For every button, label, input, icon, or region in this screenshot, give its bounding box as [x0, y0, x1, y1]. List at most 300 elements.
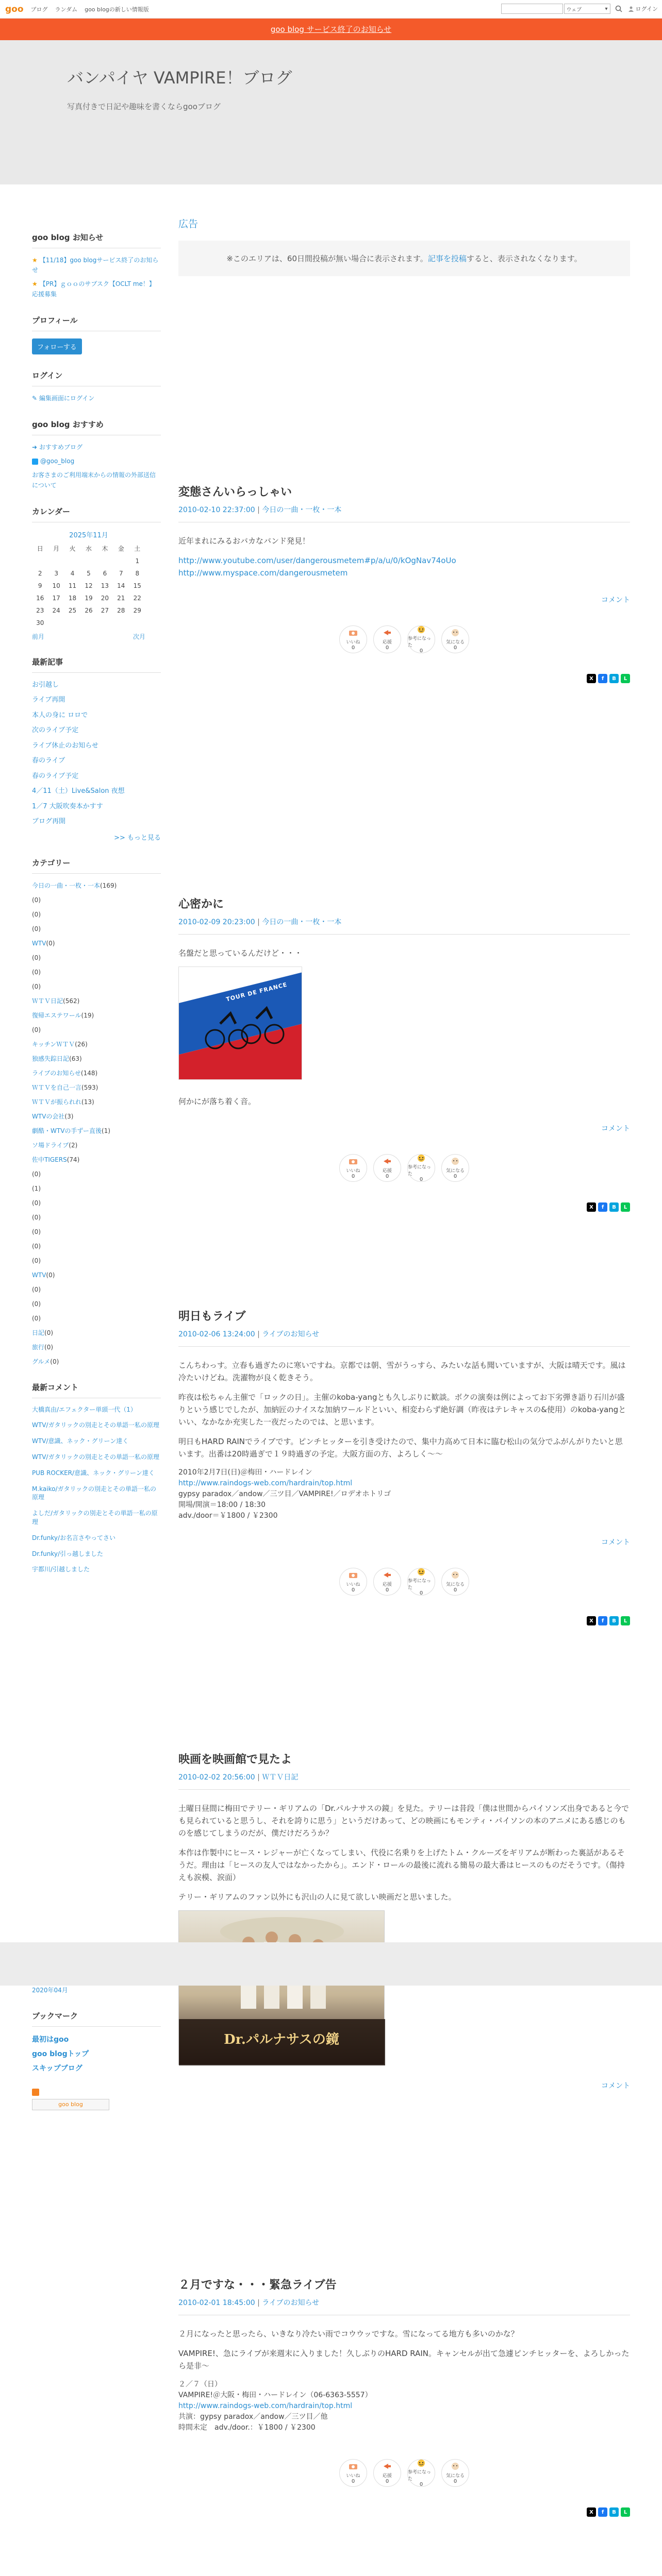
calendar-day[interactable]: 22 — [133, 594, 141, 602]
category-count: (19) — [81, 1011, 94, 1019]
calendar-day[interactable]: 27 — [101, 606, 109, 614]
calendar-day — [113, 617, 129, 629]
category-count: (0) — [32, 896, 41, 904]
facebook-share-icon[interactable]: f — [598, 2507, 607, 2517]
calendar-week — [32, 580, 145, 592]
reaction-button[interactable] — [407, 625, 435, 653]
rss-icon[interactable] — [32, 2089, 39, 2096]
category-count: (74) — [67, 1156, 80, 1163]
recent-article-link[interactable]: 春のライブ — [32, 757, 65, 765]
calendar-day[interactable]: 13 — [101, 582, 109, 589]
x-share-icon[interactable]: X — [587, 2507, 596, 2517]
meta-separator: | — [255, 506, 262, 514]
comment-item[interactable] — [32, 1550, 161, 1558]
reaction-count: 0 — [385, 2479, 389, 2484]
line-share-icon[interactable]: L — [621, 2507, 630, 2517]
edit-login-label: 編集画面にログイン — [39, 394, 95, 402]
comment-article: /意識、ネック・グリーン達く — [72, 1469, 155, 1477]
calendar-day[interactable]: 8 — [135, 569, 140, 577]
calendar-day[interactable]: 2 — [38, 569, 42, 577]
event-detail-line: adv./door＝￥1800 / ￥2300 — [178, 1512, 278, 1520]
meta-separator: | — [255, 918, 262, 926]
helpful-icon — [415, 625, 427, 634]
calendar-day[interactable]: 5 — [87, 569, 91, 577]
chevron-down-icon: ▾ — [605, 6, 608, 12]
comment-item[interactable] — [32, 1485, 161, 1502]
reaction-label: 参考になった — [408, 1578, 432, 1590]
recent-article-link[interactable]: 春のライブ予定 — [32, 772, 79, 780]
comment-article: /ガタリックの別走とその単語一私の原理 — [32, 1485, 157, 1501]
category-item[interactable] — [32, 1270, 161, 1280]
calendar-day[interactable]: 4 — [70, 569, 75, 577]
category-name: ＷＴＶ日記 — [32, 997, 63, 1005]
comment-link[interactable]: コメント — [601, 1125, 630, 1133]
service-end-notice — [0, 19, 662, 40]
entry-category[interactable]: ライブのお知らせ — [262, 1330, 320, 1338]
category-item[interactable] — [32, 1343, 161, 1352]
comments-block — [32, 1382, 161, 1574]
comment-article: /ガタリックの別走とその単語一私の原理 — [32, 1510, 158, 1526]
search-select[interactable] — [564, 4, 610, 14]
comment-link[interactable]: コメント — [601, 1538, 630, 1547]
entry-paragraph: 昨夜は松ちゃん主催で「ロックの日」。主催のkoba-yangとも久しぶりに歓談。ボクの演奏は例によってお下劣弾き語り石川が盛りという感じでしたが、加納匠のナイスな加納ワールドといい、相変わらず絶好調（昨夜はテレキャスの&使用）のkoba-yangといい、なかなか充実した一夜だったのでは、と思います。 — [178, 1393, 626, 1427]
entry-title[interactable]: 明日もライブ — [178, 1310, 246, 1323]
entry-body — [178, 1359, 630, 1521]
category-item[interactable] — [32, 1357, 161, 1366]
reaction-count: 0 — [351, 2479, 355, 2484]
bookmark-block — [32, 2010, 161, 2110]
category-item[interactable] — [32, 1025, 161, 1035]
category-name: WTV — [32, 1271, 46, 1279]
reaction-button[interactable] — [339, 1568, 367, 1596]
recent-article-link[interactable]: ライブ再開 — [32, 696, 65, 704]
calendar-day[interactable]: 12 — [85, 582, 93, 589]
reaction-count: 0 — [385, 645, 389, 651]
entry-category[interactable]: 今日の一曲・一枚・一本 — [262, 506, 342, 514]
category-item[interactable] — [32, 910, 161, 919]
movie-poster-image[interactable] — [178, 1910, 385, 2065]
category-count: (562) — [63, 997, 80, 1005]
calendar-day — [64, 555, 80, 567]
category-item[interactable] — [32, 1141, 161, 1150]
calendar-day — [97, 555, 113, 567]
comment-item[interactable] — [32, 1509, 161, 1527]
goo-blog-badge[interactable]: goo blog — [32, 2099, 109, 2110]
category-count: (0) — [32, 982, 41, 990]
entry-date[interactable]: 2010-02-02 20:56:00 — [178, 1773, 255, 1782]
event-detail-line: ２／７（日） — [178, 2380, 222, 2388]
service-end-link[interactable]: goo blog サービス終了のお知らせ — [270, 25, 392, 34]
comment-author: Dr.funky — [32, 1550, 58, 1557]
search-button[interactable] — [613, 4, 625, 14]
category-count: (1) — [102, 1127, 111, 1134]
reaction-button[interactable] — [407, 2459, 435, 2487]
event-detail-line: 時間未定 adv./door.：￥1800 / ￥2300 — [178, 2424, 316, 2432]
calendar-day[interactable]: 29 — [133, 606, 141, 614]
x-share-icon[interactable]: X — [587, 1616, 596, 1625]
calendar-day[interactable]: 15 — [133, 582, 141, 589]
calendar-day[interactable]: 9 — [38, 582, 42, 589]
entry-meta — [178, 1772, 630, 1790]
overlay-bar — [0, 1942, 662, 1986]
entry-body — [178, 2328, 630, 2433]
event-link[interactable]: http://www.raindogs-web.com/hardrain/top.html — [178, 2402, 353, 2410]
calendar-day[interactable]: 11 — [68, 582, 77, 589]
reaction-button[interactable] — [441, 1154, 469, 1182]
facebook-share-icon[interactable]: f — [598, 674, 607, 683]
category-count: (3) — [64, 1112, 74, 1120]
category-name: キッチンＷＴＶ — [32, 1040, 75, 1048]
category-item[interactable] — [32, 1227, 161, 1236]
comment-article: /意識、ネック・グリーン達く — [46, 1437, 129, 1445]
curious-icon — [449, 2462, 461, 2471]
nav-new-info[interactable]: goo blogの新しい情報版 — [85, 6, 149, 13]
top-bar — [0, 0, 662, 19]
main-column — [178, 216, 630, 307]
category-block — [32, 857, 161, 1366]
meta-separator: | — [255, 1330, 262, 1338]
reaction-button[interactable] — [339, 625, 367, 653]
calendar-day[interactable]: 24 — [52, 606, 60, 614]
comment-author: WTV — [32, 1453, 46, 1461]
calendar-day[interactable]: 1 — [135, 557, 140, 565]
entry-category[interactable]: ＷＴＶ日記 — [262, 1773, 299, 1782]
category-item[interactable] — [32, 968, 161, 977]
category-item[interactable] — [32, 1184, 161, 1193]
hatena-share-icon[interactable]: B — [609, 2507, 619, 2517]
calendar-day[interactable]: 10 — [52, 582, 60, 589]
category-count: (1) — [32, 1184, 41, 1192]
bookmark-item[interactable]: スキップブログ — [32, 2064, 82, 2073]
calendar-day[interactable]: 14 — [117, 582, 125, 589]
calendar-day[interactable]: 23 — [36, 606, 44, 614]
calendar-day — [97, 617, 113, 629]
category-item[interactable] — [32, 1213, 161, 1222]
category-item[interactable] — [32, 1069, 161, 1078]
calendar-day[interactable]: 26 — [85, 606, 93, 614]
follow-button[interactable]: フォローする — [32, 338, 82, 354]
line-share-icon[interactable]: L — [621, 1616, 630, 1625]
category-item[interactable] — [32, 1328, 161, 1337]
reaction-button[interactable] — [407, 1154, 435, 1182]
nav-random[interactable]: ランダム — [55, 6, 78, 13]
entry-category[interactable]: ライブのお知らせ — [262, 2299, 320, 2307]
album-cover-image[interactable] — [178, 967, 302, 1080]
reaction-count: 0 — [453, 2479, 457, 2484]
reaction-count: 0 — [453, 645, 457, 651]
bookmark-heading: ブックマーク — [32, 2010, 161, 2027]
bookmark-item[interactable]: goo blogトップ — [32, 2050, 89, 2058]
post-article-link[interactable]: 記事を投稿 — [427, 254, 467, 263]
goo-logo[interactable]: goo — [5, 4, 24, 14]
comment-item[interactable] — [32, 1421, 161, 1430]
ad-heading: 広告 — [178, 218, 198, 230]
comment-item[interactable] — [32, 1469, 161, 1478]
blog-header — [0, 40, 662, 184]
ad-text-after: すると、表示されなくなります。 — [466, 254, 582, 263]
category-count: (0) — [32, 1300, 41, 1308]
calendar-week — [32, 592, 145, 604]
entry-date[interactable]: 2010-02-01 18:45:00 — [178, 2299, 255, 2307]
category-item[interactable] — [32, 1040, 161, 1049]
news-heading: goo blog お知らせ — [32, 232, 161, 248]
category-item[interactable] — [32, 996, 161, 1006]
category-name: 今日の一曲・一枚・一本 — [32, 882, 101, 889]
category-count: (0) — [32, 954, 41, 961]
share-buttons — [178, 1616, 630, 1625]
category-name: 劇酷・WTVの手ずー直後 — [32, 1127, 102, 1134]
nav-blog[interactable]: ブログ — [30, 6, 48, 13]
reaction-button[interactable] — [339, 2459, 367, 2487]
category-item[interactable] — [32, 953, 161, 962]
edit-login-link[interactable] — [32, 394, 161, 403]
calendar-day[interactable]: 18 — [68, 594, 77, 602]
category-item[interactable] — [32, 1314, 161, 1323]
reaction-button[interactable] — [441, 625, 469, 653]
comment-link[interactable]: コメント — [601, 596, 630, 604]
reaction-count: 0 — [419, 1176, 423, 1182]
star-icon: ★ — [32, 257, 38, 264]
category-item[interactable] — [32, 881, 161, 890]
reaction-buttons — [178, 2459, 630, 2487]
category-item[interactable] — [32, 1126, 161, 1136]
weekday: 日 — [37, 545, 43, 553]
entry-link[interactable]: http://www.myspace.com/dangerousmetem — [178, 568, 348, 578]
comment-link[interactable]: コメント — [601, 2082, 630, 2090]
reaction-label: 応援 — [382, 1582, 392, 1587]
recommend-blog-label: おすすめブログ — [39, 443, 82, 451]
category-count: (0) — [32, 1314, 41, 1322]
login-link[interactable] — [628, 5, 658, 13]
blog-entry — [178, 2276, 630, 2517]
recent-article-link[interactable]: 次のライブ予定 — [32, 726, 79, 735]
news-item-label: 【PR】ｇｏｏのサブスク【OCLT me！】応援募集 — [32, 280, 155, 298]
comment-item[interactable] — [32, 1565, 161, 1574]
entry-date[interactable]: 2010-02-09 20:23:00 — [178, 918, 255, 926]
category-item[interactable] — [32, 1112, 161, 1121]
reaction-label: 応援 — [382, 1168, 392, 1174]
blog-entry — [178, 1751, 630, 2091]
category-count: (0) — [32, 1170, 41, 1178]
category-item[interactable] — [32, 1011, 161, 1020]
calendar-day[interactable]: 6 — [103, 569, 107, 577]
comment-item[interactable] — [32, 1453, 161, 1462]
line-share-icon[interactable]: L — [621, 674, 630, 683]
entry-link[interactable]: http://www.youtube.com/user/dangerousmetem#p/a/u/0/kOgNav74oUo — [178, 556, 456, 565]
news-item-label: 【11/18】goo blogサービス終了のお知らせ — [32, 257, 159, 274]
reaction-button[interactable] — [373, 1568, 401, 1596]
calendar-week — [32, 617, 145, 629]
reaction-count: 0 — [385, 1174, 389, 1179]
category-item[interactable] — [32, 1256, 161, 1265]
category-count: (0) — [46, 939, 55, 947]
calendar-day — [80, 617, 96, 629]
entry-date[interactable]: 2010-02-10 22:37:00 — [178, 506, 255, 514]
pencil-icon: ✎ — [32, 394, 39, 402]
category-item[interactable] — [32, 1170, 161, 1179]
login-block — [32, 370, 161, 403]
search-icon — [615, 5, 622, 12]
calendar-day[interactable]: 25 — [68, 606, 77, 614]
comment-article: /引越しました — [51, 1566, 90, 1573]
profile-heading: プロフィール — [32, 315, 161, 331]
calendar-day[interactable]: 3 — [54, 569, 58, 577]
calendar-day — [113, 555, 129, 567]
comment-author: Dr.funky — [32, 1534, 58, 1541]
news-item[interactable] — [32, 279, 161, 299]
curious-icon — [449, 1570, 461, 1580]
category-item[interactable] — [32, 1097, 161, 1107]
hatena-share-icon[interactable]: B — [609, 674, 619, 683]
calendar-day[interactable]: 16 — [36, 594, 44, 602]
reaction-label: 気になる — [445, 1168, 465, 1174]
category-item[interactable] — [32, 1054, 161, 1063]
news-item[interactable] — [32, 256, 161, 275]
calendar-day[interactable]: 21 — [117, 594, 125, 602]
calendar-day[interactable]: 20 — [101, 594, 109, 602]
facebook-share-icon[interactable]: f — [598, 1202, 607, 1212]
blog-title[interactable]: バンパイヤ VAMPIRE！ブログ — [67, 68, 292, 88]
category-name: 旅行 — [32, 1343, 45, 1351]
hatena-share-icon[interactable]: B — [609, 1202, 619, 1212]
entry-title[interactable]: 変態さんいらっしゃい — [178, 486, 292, 499]
entry-date[interactable]: 2010-02-06 13:24:00 — [178, 1330, 255, 1338]
blog-entry — [178, 1308, 630, 1625]
meta-separator: | — [255, 1773, 262, 1782]
login-label: ログイン — [635, 6, 658, 12]
comment-item[interactable] — [32, 1437, 161, 1446]
calendar-day[interactable]: 30 — [36, 619, 44, 626]
reaction-buttons — [178, 1568, 630, 1596]
calendar-next[interactable]: 次月 — [133, 633, 145, 640]
recent-block — [32, 656, 161, 842]
calendar-day — [80, 555, 96, 567]
entry-paragraph: 近年まれにみるおバカなバンド発見！ — [178, 536, 310, 546]
recent-article-link[interactable]: 1／7 大阪吹奏本かすす — [32, 802, 103, 810]
like-icon — [347, 1157, 359, 1166]
comments-heading: 最新コメント — [32, 1382, 161, 1398]
category-item[interactable] — [32, 982, 161, 991]
cheer-icon — [381, 1157, 393, 1166]
like-icon — [347, 1570, 359, 1580]
recent-heading: 最新記事 — [32, 656, 161, 673]
x-share-icon[interactable]: X — [587, 1202, 596, 1212]
category-item[interactable] — [32, 1285, 161, 1294]
hatena-share-icon[interactable]: B — [609, 1616, 619, 1625]
recent-article-link[interactable]: 本人の身に ロロで — [32, 711, 88, 719]
reaction-button[interactable] — [407, 1568, 435, 1596]
line-share-icon[interactable]: L — [621, 1202, 630, 1212]
entry-title[interactable]: 心密かに — [178, 898, 224, 911]
category-item[interactable] — [32, 1155, 161, 1164]
reaction-button[interactable] — [373, 625, 401, 653]
recent-article-link[interactable]: お引越し — [32, 681, 59, 689]
reaction-count: 0 — [453, 1174, 457, 1179]
entry-paragraph: こんちわっす。立春も過ぎたのに寒いですね。京都では朝、雪がうっすら、みたいな話も聞いていますが、大阪は晴天です。風は冷たいけどね。洗濯物が良く乾きそう。 — [178, 1361, 626, 1382]
helpful-icon — [415, 1154, 427, 1162]
twitter-link[interactable] — [32, 456, 161, 466]
category-name: 独感失踪日記 — [32, 1055, 70, 1062]
share-buttons — [178, 2507, 630, 2517]
calendar-month[interactable]: 2025年11月 — [69, 531, 108, 539]
archive-item[interactable]: 2020年04月 — [32, 1987, 68, 1994]
ad-notice — [178, 241, 630, 276]
calendar-heading: カレンダー — [32, 506, 161, 522]
reaction-label: 参考になった — [408, 1164, 432, 1177]
category-item[interactable] — [32, 1242, 161, 1251]
comment-article: /ガタリックの別走とその単語一私の原理 — [46, 1421, 159, 1429]
entry-category[interactable]: 今日の一曲・一枚・一本 — [262, 918, 342, 926]
entry-body — [178, 1802, 630, 2065]
comment-article: /エフェクター単頭一代（1） — [57, 1405, 137, 1413]
comment-item[interactable] — [32, 1534, 161, 1543]
reaction-button[interactable] — [441, 1568, 469, 1596]
entry-paragraph: 本作は作製中にヒース・レジャーが亡くなってしまい、代役に名乗りを上げたトム・クルーズをギリアムが断わった裏話があるそうだ。理由は「ヒースの友人ではなかったから」。エンド・ロールの最後に流れる簡易の最大番はヒースのものだそうです。（傷持えも涙模、涙面） — [178, 1848, 625, 1882]
calendar-day[interactable]: 19 — [85, 594, 93, 602]
entry-title[interactable]: 映画を映画館で見たよ — [178, 1753, 292, 1766]
twitter-icon — [32, 459, 38, 465]
search-input[interactable] — [501, 4, 563, 14]
calendar-day[interactable]: 28 — [117, 606, 125, 614]
reaction-button[interactable] — [373, 2459, 401, 2487]
calendar-prev[interactable]: 前月 — [32, 633, 45, 640]
category-item[interactable] — [32, 939, 161, 948]
recommend-blog-link[interactable] — [32, 443, 161, 452]
album-title: TOUR DE FRANCE — [225, 981, 288, 1003]
recommend-block — [32, 419, 161, 490]
comment-item[interactable] — [32, 1405, 161, 1414]
event-detail-line: VAMPIRE!＠大阪・梅田・ハードレイン（06-6363-5557） — [178, 2391, 372, 2399]
category-count: (0) — [32, 1228, 41, 1235]
category-item[interactable] — [32, 1198, 161, 1208]
reaction-button[interactable] — [441, 2459, 469, 2487]
category-count: (0) — [46, 1271, 55, 1279]
sidebar — [32, 232, 161, 1589]
bookmark-item[interactable]: 最初はgoo — [32, 2036, 69, 2044]
category-item[interactable] — [32, 895, 161, 905]
recent-more-link[interactable]: >> もっと見る — [114, 834, 161, 842]
recent-article-link[interactable]: ライブ休止のお知らせ — [32, 741, 98, 750]
reaction-count: 0 — [351, 645, 355, 651]
reaction-count: 0 — [453, 1587, 457, 1593]
reaction-button[interactable] — [339, 1154, 367, 1182]
x-share-icon[interactable]: X — [587, 674, 596, 683]
category-name: 佐中TIGERS — [32, 1156, 67, 1163]
category-name: ＷＴＶが振られれ — [32, 1098, 82, 1106]
category-item[interactable] — [32, 1083, 161, 1092]
ad-text: ※このエリアは、60日間投稿が無い場合に表示されます。 — [226, 254, 428, 263]
category-item[interactable] — [32, 924, 161, 934]
recent-article-link[interactable]: 4／11（土）Live&Salon 夜想 — [32, 787, 125, 795]
reaction-label: 気になる — [445, 640, 465, 645]
calendar-day — [129, 617, 145, 629]
category-item[interactable] — [32, 1299, 161, 1309]
calendar-day[interactable]: 17 — [52, 594, 60, 602]
reaction-label: いいね — [346, 2473, 360, 2479]
recent-article-link[interactable]: ブログ再開 — [32, 818, 66, 826]
reaction-buttons — [178, 1154, 630, 1182]
calendar-day[interactable]: 7 — [119, 569, 123, 577]
facebook-share-icon[interactable]: f — [598, 1616, 607, 1625]
reaction-button[interactable] — [373, 1154, 401, 1182]
comment-author: WTV — [32, 1421, 46, 1429]
category-count: (0) — [32, 1285, 41, 1293]
like-icon — [347, 628, 359, 637]
entry-title[interactable]: ２月ですな・・・緊急ライブ告 — [178, 2279, 337, 2292]
external-info-link[interactable] — [32, 470, 161, 490]
event-detail-line: gypsy paradox／andow／三ツ目／VAMPIRE!／ロデオホトリゴ — [178, 1490, 391, 1498]
event-link[interactable]: http://www.raindogs-web.com/hardrain/top.html — [178, 1479, 353, 1487]
